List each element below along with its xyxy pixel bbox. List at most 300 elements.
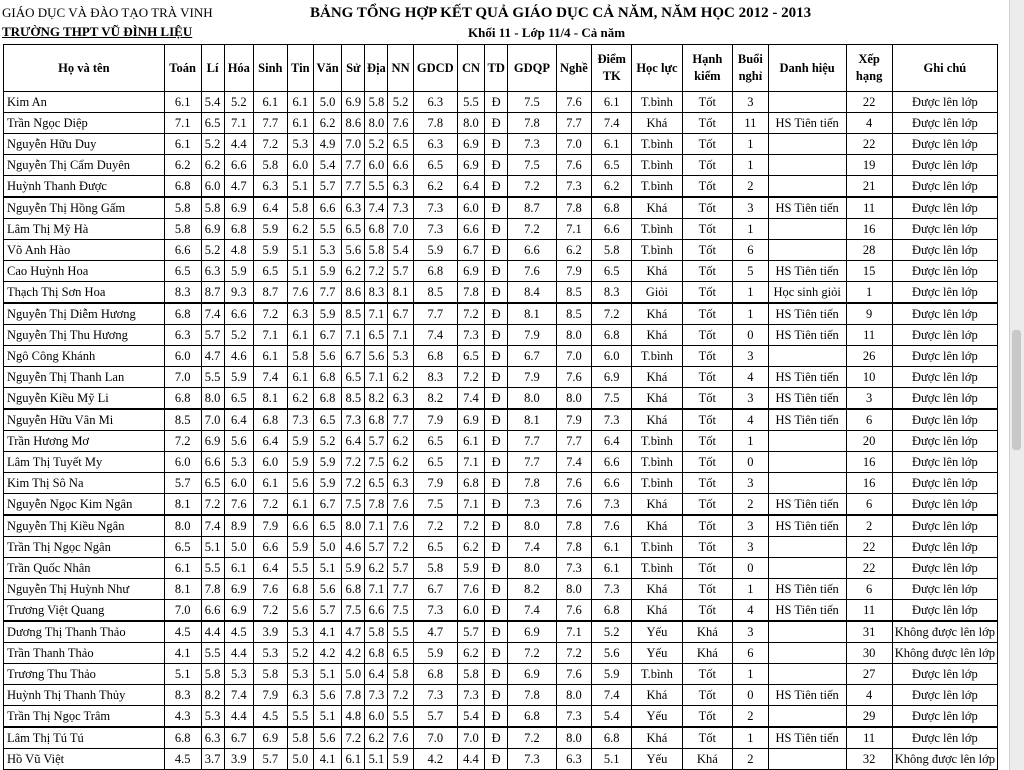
table-cell: 8.1 bbox=[508, 303, 556, 325]
table-cell: 9.3 bbox=[224, 282, 253, 304]
table-cell: Khá bbox=[632, 579, 682, 600]
table-cell: Khá bbox=[632, 197, 682, 219]
table-cell: 5.8 bbox=[388, 664, 413, 685]
student-name-cell: Nguyễn Thị Diễm Hương bbox=[4, 303, 165, 325]
table-cell: 7.3 bbox=[413, 219, 457, 240]
table-cell: HS Tiên tiến bbox=[768, 494, 846, 516]
table-cell: 1 bbox=[733, 727, 769, 749]
table-cell: HS Tiên tiến bbox=[768, 600, 846, 622]
table-cell: HS Tiên tiến bbox=[768, 367, 846, 388]
table-cell: 6.0 bbox=[201, 176, 224, 198]
table-cell: 7.2 bbox=[342, 473, 365, 494]
table-cell: 7.2 bbox=[254, 600, 288, 622]
table-cell: 8.5 bbox=[556, 303, 592, 325]
table-cell: 7.1 bbox=[365, 367, 388, 388]
table-cell: 6.5 bbox=[413, 431, 457, 452]
table-cell: 5.2 bbox=[201, 134, 224, 155]
column-header: Buổi nghỉ bbox=[733, 45, 769, 92]
table-cell: 7.8 bbox=[365, 494, 388, 516]
table-cell: 7.2 bbox=[164, 431, 201, 452]
table-cell: 7.7 bbox=[508, 431, 556, 452]
table-cell: 6.1 bbox=[254, 92, 288, 113]
table-cell: 7.5 bbox=[508, 92, 556, 113]
table-cell: Đ bbox=[485, 431, 508, 452]
table-cell bbox=[768, 134, 846, 155]
table-cell: 5.9 bbox=[592, 664, 632, 685]
table-cell: 7.2 bbox=[342, 727, 365, 749]
table-cell: 6 bbox=[846, 494, 892, 516]
table-row bbox=[4, 303, 998, 325]
table-cell: 5.8 bbox=[365, 92, 388, 113]
table-cell: 7.5 bbox=[413, 494, 457, 516]
table-cell: 8.0 bbox=[508, 515, 556, 537]
table-cell: 6.1 bbox=[164, 134, 201, 155]
table-cell: 7.7 bbox=[388, 579, 413, 600]
table-cell: Được lên lớp bbox=[892, 388, 997, 410]
table-cell bbox=[768, 558, 846, 579]
table-cell: 5.5 bbox=[287, 706, 313, 728]
table-cell: 5.6 bbox=[313, 346, 341, 367]
table-cell: 8.2 bbox=[201, 685, 224, 706]
table-cell: Tốt bbox=[682, 558, 732, 579]
table-cell: Khá bbox=[682, 621, 732, 643]
table-cell: 7.6 bbox=[556, 367, 592, 388]
table-cell: Được lên lớp bbox=[892, 303, 997, 325]
table-cell: Được lên lớp bbox=[892, 494, 997, 516]
table-cell bbox=[768, 92, 846, 113]
table-cell: 5.2 bbox=[388, 92, 413, 113]
table-cell: 5.6 bbox=[287, 473, 313, 494]
table-cell: 4.4 bbox=[457, 749, 484, 770]
table-cell: 5.1 bbox=[287, 261, 313, 282]
table-cell: 6.2 bbox=[413, 176, 457, 198]
table-cell: Đ bbox=[485, 303, 508, 325]
table-cell: 5 bbox=[733, 261, 769, 282]
table-cell: 6.2 bbox=[287, 219, 313, 240]
table-cell: T.bình bbox=[632, 176, 682, 198]
table-cell bbox=[768, 240, 846, 261]
table-cell: 6.5 bbox=[413, 452, 457, 473]
table-cell: Khá bbox=[632, 600, 682, 622]
table-cell: 5.8 bbox=[457, 664, 484, 685]
table-cell: 6.8 bbox=[457, 473, 484, 494]
table-cell: 7.5 bbox=[388, 600, 413, 622]
table-cell: 6.4 bbox=[457, 176, 484, 198]
table-cell: 5.4 bbox=[388, 240, 413, 261]
table-cell: Giỏi bbox=[632, 282, 682, 304]
table-cell: 6.0 bbox=[365, 155, 388, 176]
table-cell: 6.5 bbox=[224, 388, 253, 410]
table-cell: 7.2 bbox=[556, 643, 592, 664]
table-cell: 8.0 bbox=[556, 325, 592, 346]
table-cell: HS Tiên tiến bbox=[768, 685, 846, 706]
table-cell: 3 bbox=[733, 621, 769, 643]
table-cell: 6.8 bbox=[508, 706, 556, 728]
table-cell: Tốt bbox=[682, 303, 732, 325]
table-cell: T.bình bbox=[632, 473, 682, 494]
table-cell: 7.1 bbox=[365, 303, 388, 325]
table-cell: 6.0 bbox=[224, 473, 253, 494]
table-cell: Đ bbox=[485, 134, 508, 155]
table-cell: 6.8 bbox=[254, 409, 288, 431]
table-cell: 8.3 bbox=[413, 367, 457, 388]
table-cell: 6.8 bbox=[592, 197, 632, 219]
table-cell: 8.0 bbox=[457, 113, 484, 134]
table-row bbox=[4, 558, 998, 579]
table-cell: 7.6 bbox=[388, 727, 413, 749]
student-name-cell: Nguyễn Hữu Duy bbox=[4, 134, 165, 155]
table-cell: 4.2 bbox=[342, 643, 365, 664]
table-cell: 6.9 bbox=[224, 197, 253, 219]
table-cell: 7.4 bbox=[556, 452, 592, 473]
header-row bbox=[4, 45, 998, 92]
table-cell: HS Tiên tiến bbox=[768, 261, 846, 282]
table-cell: Không được lên lớp bbox=[892, 749, 997, 770]
table-cell: 15 bbox=[846, 261, 892, 282]
table-cell: 4 bbox=[846, 113, 892, 134]
table-cell: Tốt bbox=[682, 240, 732, 261]
table-cell: Tốt bbox=[682, 664, 732, 685]
table-cell: 7.3 bbox=[457, 325, 484, 346]
table-cell: 5.7 bbox=[201, 325, 224, 346]
table-cell: 6.9 bbox=[592, 367, 632, 388]
table-cell: 6.5 bbox=[254, 261, 288, 282]
table-cell: 6.3 bbox=[201, 261, 224, 282]
table-row bbox=[4, 240, 998, 261]
table-cell: 7.6 bbox=[556, 155, 592, 176]
table-cell: 9 bbox=[846, 303, 892, 325]
table-cell: 5.2 bbox=[201, 240, 224, 261]
table-cell: Khá bbox=[632, 261, 682, 282]
table-cell: 5.6 bbox=[592, 643, 632, 664]
table-cell: Tốt bbox=[682, 685, 732, 706]
table-cell: 8.3 bbox=[164, 282, 201, 304]
table-cell: Được lên lớp bbox=[892, 325, 997, 346]
student-name-cell: Kim Thị Sô Na bbox=[4, 473, 165, 494]
table-cell: 5.6 bbox=[224, 431, 253, 452]
table-cell: 6.8 bbox=[365, 643, 388, 664]
table-cell: 6.5 bbox=[413, 155, 457, 176]
table-cell: 7.3 bbox=[592, 409, 632, 431]
table-cell: 4.2 bbox=[413, 749, 457, 770]
table-cell: 6.9 bbox=[508, 664, 556, 685]
table-cell: 11 bbox=[846, 727, 892, 749]
table-row bbox=[4, 664, 998, 685]
table-cell: Đ bbox=[485, 282, 508, 304]
table-cell: 7.3 bbox=[413, 685, 457, 706]
table-cell: Được lên lớp bbox=[892, 409, 997, 431]
table-cell: 7.0 bbox=[164, 367, 201, 388]
table-cell: 5.0 bbox=[287, 749, 313, 770]
table-cell: 0 bbox=[733, 558, 769, 579]
table-cell: Đ bbox=[485, 388, 508, 410]
table-cell: Khá bbox=[632, 685, 682, 706]
table-cell: T.bình bbox=[632, 134, 682, 155]
table-cell: 5.8 bbox=[164, 197, 201, 219]
table-cell: 5.5 bbox=[287, 558, 313, 579]
table-cell: 6.9 bbox=[224, 579, 253, 600]
student-name-cell: Nguyễn Ngọc Kim Ngân bbox=[4, 494, 165, 516]
table-cell: 6.4 bbox=[592, 431, 632, 452]
table-cell: 8.5 bbox=[342, 388, 365, 410]
table-cell: 8.0 bbox=[342, 515, 365, 537]
table-cell: 1 bbox=[846, 282, 892, 304]
table-cell: Đ bbox=[485, 621, 508, 643]
table-cell: 4.4 bbox=[224, 643, 253, 664]
vertical-scrollbar[interactable] bbox=[1009, 0, 1024, 770]
table-cell: 7.6 bbox=[224, 494, 253, 516]
table-cell: 6.9 bbox=[508, 621, 556, 643]
table-cell: Tốt bbox=[682, 388, 732, 410]
table-cell: 7.6 bbox=[508, 261, 556, 282]
table-cell: 6.1 bbox=[287, 113, 313, 134]
table-cell: 5.4 bbox=[592, 706, 632, 728]
table-cell: 5.3 bbox=[201, 706, 224, 728]
table-cell: 5.5 bbox=[457, 92, 484, 113]
table-cell: 7.6 bbox=[388, 113, 413, 134]
table-cell: 2 bbox=[733, 706, 769, 728]
student-name-cell: Nguyễn Thị Kiều Ngân bbox=[4, 515, 165, 537]
table-cell: Yếu bbox=[632, 706, 682, 728]
column-header: Sử bbox=[342, 45, 365, 92]
table-cell: 6.3 bbox=[164, 325, 201, 346]
table-cell: 5.9 bbox=[287, 452, 313, 473]
student-name-cell: Nguyễn Thị Huỳnh Như bbox=[4, 579, 165, 600]
table-cell: 3 bbox=[733, 346, 769, 367]
student-name-cell: Lâm Thị Mỹ Hà bbox=[4, 219, 165, 240]
table-cell: Đ bbox=[485, 92, 508, 113]
table-cell: 7.6 bbox=[388, 494, 413, 516]
table-cell: T.bình bbox=[632, 431, 682, 452]
table-cell: 4.5 bbox=[224, 621, 253, 643]
table-cell: 6.3 bbox=[287, 303, 313, 325]
table-cell: 5.0 bbox=[342, 664, 365, 685]
table-cell: Được lên lớp bbox=[892, 346, 997, 367]
table-cell: 8.0 bbox=[201, 388, 224, 410]
table-cell: 6.4 bbox=[365, 664, 388, 685]
table-cell: 5.8 bbox=[287, 727, 313, 749]
table-cell: 8.1 bbox=[388, 282, 413, 304]
table-cell: 5.8 bbox=[413, 558, 457, 579]
table-cell: 8.3 bbox=[164, 685, 201, 706]
table-cell: 1 bbox=[733, 431, 769, 452]
table-cell: 7.3 bbox=[508, 494, 556, 516]
table-cell: 6.0 bbox=[254, 452, 288, 473]
table-cell: Đ bbox=[485, 600, 508, 622]
table-cell: 8.1 bbox=[164, 579, 201, 600]
table-cell: 6.8 bbox=[413, 261, 457, 282]
table-cell: Được lên lớp bbox=[892, 558, 997, 579]
column-header: TD bbox=[485, 45, 508, 92]
student-name-cell: Võ Anh Hào bbox=[4, 240, 165, 261]
table-cell: Khá bbox=[632, 113, 682, 134]
table-cell: 6.9 bbox=[224, 600, 253, 622]
table-cell: 3 bbox=[733, 92, 769, 113]
table-cell: 6.5 bbox=[365, 325, 388, 346]
table-cell: 4.1 bbox=[164, 643, 201, 664]
table-cell: Được lên lớp bbox=[892, 155, 997, 176]
table-cell: 6.5 bbox=[457, 346, 484, 367]
table-cell: 6.8 bbox=[287, 579, 313, 600]
table-cell: 16 bbox=[846, 452, 892, 473]
table-cell: 5.6 bbox=[313, 579, 341, 600]
table-cell: 6.1 bbox=[224, 558, 253, 579]
student-name-cell: Trần Thị Ngọc Trâm bbox=[4, 706, 165, 728]
table-cell: 5.3 bbox=[388, 346, 413, 367]
table-cell: 7.3 bbox=[508, 749, 556, 770]
table-cell: 7.2 bbox=[508, 643, 556, 664]
table-cell: 5.5 bbox=[388, 706, 413, 728]
table-cell: 11 bbox=[846, 325, 892, 346]
table-cell: 5.7 bbox=[313, 176, 341, 198]
table-cell: Được lên lớp bbox=[892, 113, 997, 134]
table-row bbox=[4, 579, 998, 600]
table-cell bbox=[768, 431, 846, 452]
table-cell: 6.6 bbox=[201, 452, 224, 473]
table-cell: Đ bbox=[485, 155, 508, 176]
table-cell: 4 bbox=[846, 685, 892, 706]
table-cell: 8.9 bbox=[224, 515, 253, 537]
table-cell: 6.2 bbox=[388, 452, 413, 473]
student-name-cell: Dương Thị Thanh Thảo bbox=[4, 621, 165, 643]
table-cell: Được lên lớp bbox=[892, 452, 997, 473]
table-cell: Đ bbox=[485, 367, 508, 388]
table-cell: Tốt bbox=[682, 431, 732, 452]
table-cell: T.bình bbox=[632, 558, 682, 579]
table-cell: 5.5 bbox=[201, 558, 224, 579]
table-cell: 6.6 bbox=[254, 537, 288, 558]
table-cell: 6.7 bbox=[342, 346, 365, 367]
table-cell: 8.2 bbox=[413, 388, 457, 410]
table-cell bbox=[768, 155, 846, 176]
table-cell: HS Tiên tiến bbox=[768, 579, 846, 600]
table-cell: 6.5 bbox=[388, 643, 413, 664]
table-cell: 4.3 bbox=[164, 706, 201, 728]
table-cell: 4.4 bbox=[201, 621, 224, 643]
table-cell: 8.5 bbox=[413, 282, 457, 304]
table-cell: 6.8 bbox=[224, 219, 253, 240]
table-cell: 6.3 bbox=[254, 176, 288, 198]
table-cell: Tốt bbox=[682, 346, 732, 367]
table-cell: 7.1 bbox=[365, 515, 388, 537]
table-row bbox=[4, 325, 998, 346]
table-cell: Đ bbox=[485, 494, 508, 516]
table-row bbox=[4, 92, 998, 113]
table-cell: 6.2 bbox=[201, 155, 224, 176]
table-cell: 7.7 bbox=[556, 431, 592, 452]
table-cell: 7.6 bbox=[592, 515, 632, 537]
column-header: Điểm TK bbox=[592, 45, 632, 92]
table-cell bbox=[768, 537, 846, 558]
table-cell: 5.9 bbox=[287, 431, 313, 452]
table-cell: 5.9 bbox=[413, 643, 457, 664]
table-cell: 5.1 bbox=[287, 176, 313, 198]
table-cell: 7.7 bbox=[508, 452, 556, 473]
student-name-cell: Nguyễn Kiều Mỹ Li bbox=[4, 388, 165, 410]
student-name-cell: Huỳnh Thanh Được bbox=[4, 176, 165, 198]
table-cell: 6.2 bbox=[457, 537, 484, 558]
table-cell: T.bình bbox=[632, 664, 682, 685]
table-cell: 11 bbox=[733, 113, 769, 134]
table-cell: Đ bbox=[485, 706, 508, 728]
table-cell: 6.5 bbox=[342, 367, 365, 388]
table-cell: Khá bbox=[632, 325, 682, 346]
student-name-cell: Nguyễn Hữu Vân Mi bbox=[4, 409, 165, 431]
table-cell: 7.2 bbox=[457, 303, 484, 325]
table-row bbox=[4, 367, 998, 388]
table-row bbox=[4, 261, 998, 282]
table-cell: 3 bbox=[733, 537, 769, 558]
table-cell: 6.7 bbox=[313, 494, 341, 516]
table-cell bbox=[768, 749, 846, 770]
table-cell: 5.6 bbox=[313, 685, 341, 706]
table-cell: 5.2 bbox=[365, 134, 388, 155]
table-cell: 7.3 bbox=[556, 706, 592, 728]
table-cell: 7.4 bbox=[592, 113, 632, 134]
table-row bbox=[4, 388, 998, 410]
table-cell: 6.1 bbox=[287, 325, 313, 346]
table-cell: 5.9 bbox=[224, 261, 253, 282]
table-cell: 7.2 bbox=[254, 134, 288, 155]
table-cell: Tốt bbox=[682, 113, 732, 134]
table-row bbox=[4, 727, 998, 749]
table-cell: 6.5 bbox=[388, 134, 413, 155]
table-cell: 5.8 bbox=[164, 219, 201, 240]
table-cell bbox=[768, 664, 846, 685]
table-row bbox=[4, 219, 998, 240]
table-cell: 6.6 bbox=[592, 452, 632, 473]
table-cell: 8.0 bbox=[556, 579, 592, 600]
table-cell: 4.5 bbox=[254, 706, 288, 728]
scrollbar-thumb[interactable] bbox=[1012, 330, 1021, 450]
table-cell: 7.6 bbox=[556, 473, 592, 494]
table-cell: Không được lên lớp bbox=[892, 643, 997, 664]
table-cell: 6.1 bbox=[254, 473, 288, 494]
table-cell: 5.7 bbox=[164, 473, 201, 494]
table-cell: 8.7 bbox=[201, 282, 224, 304]
school-name: TRƯỜNG THPT VŨ ĐÌNH LIỆU bbox=[2, 24, 193, 39]
table-cell: 28 bbox=[846, 240, 892, 261]
table-cell: T.bình bbox=[632, 346, 682, 367]
table-cell: 19 bbox=[846, 155, 892, 176]
table-cell: 5.7 bbox=[365, 537, 388, 558]
column-header: Xếp hạng bbox=[846, 45, 892, 92]
table-cell: 7.1 bbox=[254, 325, 288, 346]
table-cell: 6.1 bbox=[254, 346, 288, 367]
table-row bbox=[4, 685, 998, 706]
table-cell: 6.2 bbox=[388, 367, 413, 388]
table-cell: Tốt bbox=[682, 494, 732, 516]
table-cell: 6.0 bbox=[164, 346, 201, 367]
table-cell: 5.7 bbox=[457, 621, 484, 643]
table-cell: 2 bbox=[733, 749, 769, 770]
table-cell: 5.7 bbox=[413, 706, 457, 728]
table-cell: Đ bbox=[485, 176, 508, 198]
table-cell: Được lên lớp bbox=[892, 727, 997, 749]
student-name-cell: Trần Thị Ngọc Ngân bbox=[4, 537, 165, 558]
student-name-cell: Nguyễn Thị Thanh Lan bbox=[4, 367, 165, 388]
table-cell: 5.2 bbox=[224, 325, 253, 346]
table-cell: 6.2 bbox=[592, 176, 632, 198]
table-cell: 1 bbox=[733, 303, 769, 325]
table-cell: 7.6 bbox=[388, 515, 413, 537]
student-name-cell: Trần Ngọc Diệp bbox=[4, 113, 165, 134]
table-cell: 5.6 bbox=[365, 346, 388, 367]
table-cell: 5.3 bbox=[287, 664, 313, 685]
table-cell: 7.6 bbox=[556, 92, 592, 113]
table-cell: 6 bbox=[846, 579, 892, 600]
table-cell: 5.5 bbox=[365, 176, 388, 198]
